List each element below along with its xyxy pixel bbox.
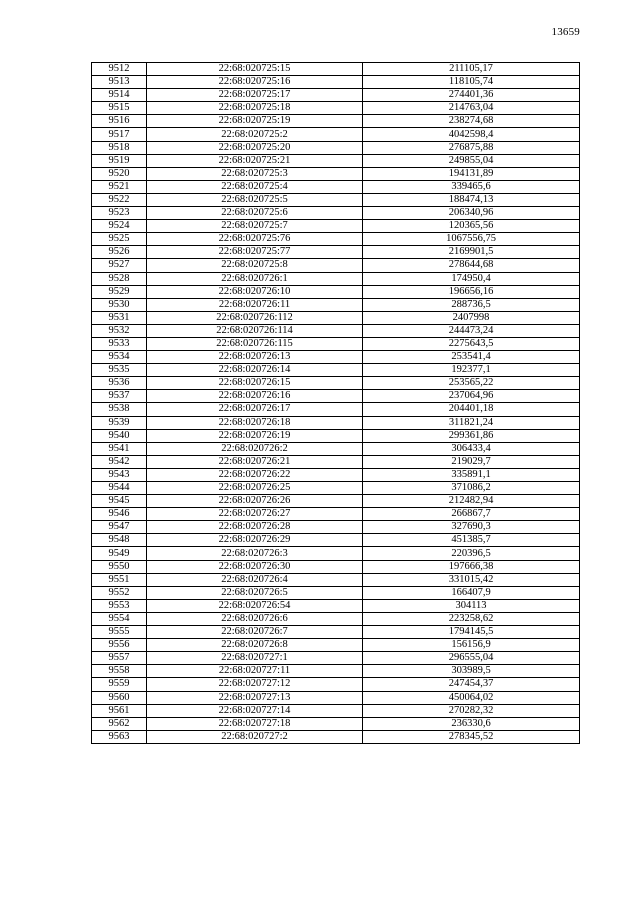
cadastral-number-cell: 22:68:020726:21 [147,455,363,468]
value-cell: 253541,4 [363,351,580,364]
cadastral-number-cell: 22:68:020726:112 [147,311,363,324]
table-row [92,337,580,350]
cadastral-number-cell: 22:68:020726:19 [147,429,363,442]
table-row [92,298,580,311]
value-cell: 196656,16 [363,285,580,298]
table-row [92,377,580,390]
cadastral-number-cell: 22:68:020727:1 [147,652,363,665]
row-number-cell: 9537 [92,390,147,403]
value-cell: 118105,74 [363,76,580,89]
row-number-cell: 9563 [92,730,147,743]
cadastral-number-cell: 22:68:020726:18 [147,416,363,429]
table-row [92,180,580,193]
table-row [92,626,580,639]
table-row [92,612,580,625]
cadastral-number-cell: 22:68:020727:11 [147,665,363,678]
value-cell: 304113 [363,599,580,612]
cadastral-number-cell: 22:68:020725:5 [147,193,363,206]
table-row [92,272,580,285]
cadastral-number-cell: 22:68:020725:8 [147,259,363,272]
table-row [92,717,580,730]
table-row [92,495,580,508]
value-cell: 331015,42 [363,573,580,586]
row-number-cell: 9518 [92,141,147,154]
cadastral-number-cell: 22:68:020726:114 [147,324,363,337]
cadastral-number-cell: 22:68:020725:20 [147,141,363,154]
table-row [92,115,580,128]
table-row [92,586,580,599]
row-number-cell: 9543 [92,468,147,481]
table-row [92,364,580,377]
table-row [92,167,580,180]
cadastral-number-cell: 22:68:020725:2 [147,128,363,141]
cadastral-number-cell: 22:68:020725:17 [147,89,363,102]
value-cell: 278644,68 [363,259,580,272]
value-cell: 220396,5 [363,547,580,560]
table-row [92,233,580,246]
row-number-cell: 9561 [92,704,147,717]
row-number-cell: 9522 [92,193,147,206]
table-row [92,599,580,612]
value-cell: 237064,96 [363,390,580,403]
row-number-cell: 9551 [92,573,147,586]
table-row [92,468,580,481]
table-row [92,429,580,442]
cadastral-number-cell: 22:68:020726:8 [147,639,363,652]
value-cell: 276875,88 [363,141,580,154]
row-number-cell: 9542 [92,455,147,468]
row-number-cell: 9545 [92,495,147,508]
row-number-cell: 9515 [92,102,147,115]
cadastral-number-cell: 22:68:020725:3 [147,167,363,180]
value-cell: 274401,36 [363,89,580,102]
cadastral-number-cell: 22:68:020725:4 [147,180,363,193]
table-row [92,691,580,704]
cadastral-number-cell: 22:68:020726:26 [147,495,363,508]
table-row [92,573,580,586]
row-number-cell: 9513 [92,76,147,89]
cadastral-number-cell: 22:68:020725:7 [147,220,363,233]
cadastral-number-cell: 22:68:020726:3 [147,547,363,560]
cadastral-number-cell: 22:68:020726:14 [147,364,363,377]
value-cell: 306433,4 [363,442,580,455]
row-number-cell: 9541 [92,442,147,455]
table-row [92,560,580,573]
value-cell: 1794145,5 [363,626,580,639]
table-row [92,482,580,495]
value-cell: 174950,4 [363,272,580,285]
value-cell: 450064,02 [363,691,580,704]
row-number-cell: 9530 [92,298,147,311]
cadastral-number-cell: 22:68:020726:4 [147,573,363,586]
cadastral-number-cell: 22:68:020726:15 [147,377,363,390]
table-row [92,154,580,167]
value-cell: 211105,17 [363,63,580,76]
value-cell: 197666,38 [363,560,580,573]
row-number-cell: 9516 [92,115,147,128]
value-cell: 166407,9 [363,586,580,599]
value-cell: 335891,1 [363,468,580,481]
table-row [92,63,580,76]
table-row [92,678,580,691]
page-number: 13659 [551,26,580,38]
table-row [92,730,580,743]
table-row [92,416,580,429]
cadastral-number-cell: 22:68:020726:2 [147,442,363,455]
row-number-cell: 9544 [92,482,147,495]
table-row [92,639,580,652]
row-number-cell: 9521 [92,180,147,193]
row-number-cell: 9549 [92,547,147,560]
value-cell: 299361,86 [363,429,580,442]
row-number-cell: 9539 [92,416,147,429]
cadastral-number-cell: 22:68:020725:77 [147,246,363,259]
value-cell: 4042598,4 [363,128,580,141]
cadastral-number-cell: 22:68:020726:22 [147,468,363,481]
value-cell: 311821,24 [363,416,580,429]
value-cell: 278345,52 [363,730,580,743]
row-number-cell: 9527 [92,259,147,272]
value-cell: 194131,89 [363,167,580,180]
cadastral-number-cell: 22:68:020726:13 [147,351,363,364]
value-cell: 303989,5 [363,665,580,678]
row-number-cell: 9519 [92,154,147,167]
row-number-cell: 9533 [92,337,147,350]
value-cell: 1067556,75 [363,233,580,246]
cadastral-number-cell: 22:68:020726:25 [147,482,363,495]
value-cell: 339465,6 [363,180,580,193]
row-number-cell: 9546 [92,508,147,521]
cadastral-number-cell: 22:68:020726:10 [147,285,363,298]
value-cell: 249855,04 [363,154,580,167]
value-cell: 214763,04 [363,102,580,115]
row-number-cell: 9517 [92,128,147,141]
value-cell: 327690,3 [363,521,580,534]
value-cell: 2407998 [363,311,580,324]
table-row [92,285,580,298]
cadastral-number-cell: 22:68:020726:17 [147,403,363,416]
cadastral-number-cell: 22:68:020726:29 [147,534,363,547]
value-cell: 244473,24 [363,324,580,337]
row-number-cell: 9535 [92,364,147,377]
cadastral-number-cell: 22:68:020726:54 [147,599,363,612]
value-cell: 2275643,5 [363,337,580,350]
value-cell: 247454,37 [363,678,580,691]
table-row [92,521,580,534]
row-number-cell: 9556 [92,639,147,652]
row-number-cell: 9557 [92,652,147,665]
cadastral-number-cell: 22:68:020725:18 [147,102,363,115]
cadastral-value-table [91,62,580,744]
row-number-cell: 9514 [92,89,147,102]
cadastral-number-cell: 22:68:020727:14 [147,704,363,717]
row-number-cell: 9540 [92,429,147,442]
row-number-cell: 9525 [92,233,147,246]
value-cell: 266867,7 [363,508,580,521]
row-number-cell: 9531 [92,311,147,324]
table-row [92,89,580,102]
value-cell: 238274,68 [363,115,580,128]
cadastral-number-cell: 22:68:020725:76 [147,233,363,246]
cadastral-number-cell: 22:68:020727:18 [147,717,363,730]
table-row [92,220,580,233]
row-number-cell: 9548 [92,534,147,547]
table-row [92,207,580,220]
cadastral-number-cell: 22:68:020725:6 [147,207,363,220]
value-cell: 156156,9 [363,639,580,652]
table-row [92,141,580,154]
cadastral-number-cell: 22:68:020726:28 [147,521,363,534]
cadastral-number-cell: 22:68:020725:19 [147,115,363,128]
row-number-cell: 9553 [92,599,147,612]
row-number-cell: 9562 [92,717,147,730]
cadastral-number-cell: 22:68:020726:5 [147,586,363,599]
row-number-cell: 9534 [92,351,147,364]
table-row [92,259,580,272]
cadastral-number-cell: 22:68:020725:16 [147,76,363,89]
value-cell: 219029,7 [363,455,580,468]
table-row [92,128,580,141]
table-row [92,704,580,717]
table-body [92,63,580,744]
value-cell: 204401,18 [363,403,580,416]
value-cell: 270282,32 [363,704,580,717]
row-number-cell: 9559 [92,678,147,691]
value-cell: 288736,5 [363,298,580,311]
row-number-cell: 9512 [92,63,147,76]
cadastral-number-cell: 22:68:020726:6 [147,612,363,625]
cadastral-number-cell: 22:68:020726:1 [147,272,363,285]
row-number-cell: 9524 [92,220,147,233]
table-row [92,76,580,89]
value-cell: 253565,22 [363,377,580,390]
table-row [92,311,580,324]
table-row [92,390,580,403]
value-cell: 120365,56 [363,220,580,233]
row-number-cell: 9538 [92,403,147,416]
row-number-cell: 9555 [92,626,147,639]
value-cell: 212482,94 [363,495,580,508]
table-row [92,547,580,560]
row-number-cell: 9523 [92,207,147,220]
table-row [92,534,580,547]
cadastral-number-cell: 22:68:020727:2 [147,730,363,743]
cadastral-number-cell: 22:68:020727:12 [147,678,363,691]
row-number-cell: 9529 [92,285,147,298]
row-number-cell: 9560 [92,691,147,704]
table-row [92,102,580,115]
value-cell: 192377,1 [363,364,580,377]
cadastral-number-cell: 22:68:020726:16 [147,390,363,403]
row-number-cell: 9550 [92,560,147,573]
table-row [92,652,580,665]
cadastral-number-cell: 22:68:020725:15 [147,63,363,76]
row-number-cell: 9520 [92,167,147,180]
table-row [92,442,580,455]
table-row [92,193,580,206]
table-row [92,665,580,678]
table-row [92,455,580,468]
cadastral-number-cell: 22:68:020726:27 [147,508,363,521]
value-cell: 223258,62 [363,612,580,625]
value-cell: 206340,96 [363,207,580,220]
value-cell: 2169901,5 [363,246,580,259]
cadastral-number-cell: 22:68:020726:11 [147,298,363,311]
row-number-cell: 9526 [92,246,147,259]
cadastral-number-cell: 22:68:020725:21 [147,154,363,167]
row-number-cell: 9552 [92,586,147,599]
value-cell: 296555,04 [363,652,580,665]
table-row [92,246,580,259]
row-number-cell: 9536 [92,377,147,390]
value-cell: 371086,2 [363,482,580,495]
value-cell: 236330,6 [363,717,580,730]
table-row [92,324,580,337]
table-row [92,508,580,521]
table-row [92,351,580,364]
value-cell: 451385,7 [363,534,580,547]
value-cell: 188474,13 [363,193,580,206]
cadastral-number-cell: 22:68:020726:7 [147,626,363,639]
row-number-cell: 9547 [92,521,147,534]
row-number-cell: 9554 [92,612,147,625]
cadastral-number-cell: 22:68:020726:30 [147,560,363,573]
row-number-cell: 9528 [92,272,147,285]
table-row [92,403,580,416]
row-number-cell: 9558 [92,665,147,678]
row-number-cell: 9532 [92,324,147,337]
cadastral-number-cell: 22:68:020727:13 [147,691,363,704]
cadastral-number-cell: 22:68:020726:115 [147,337,363,350]
